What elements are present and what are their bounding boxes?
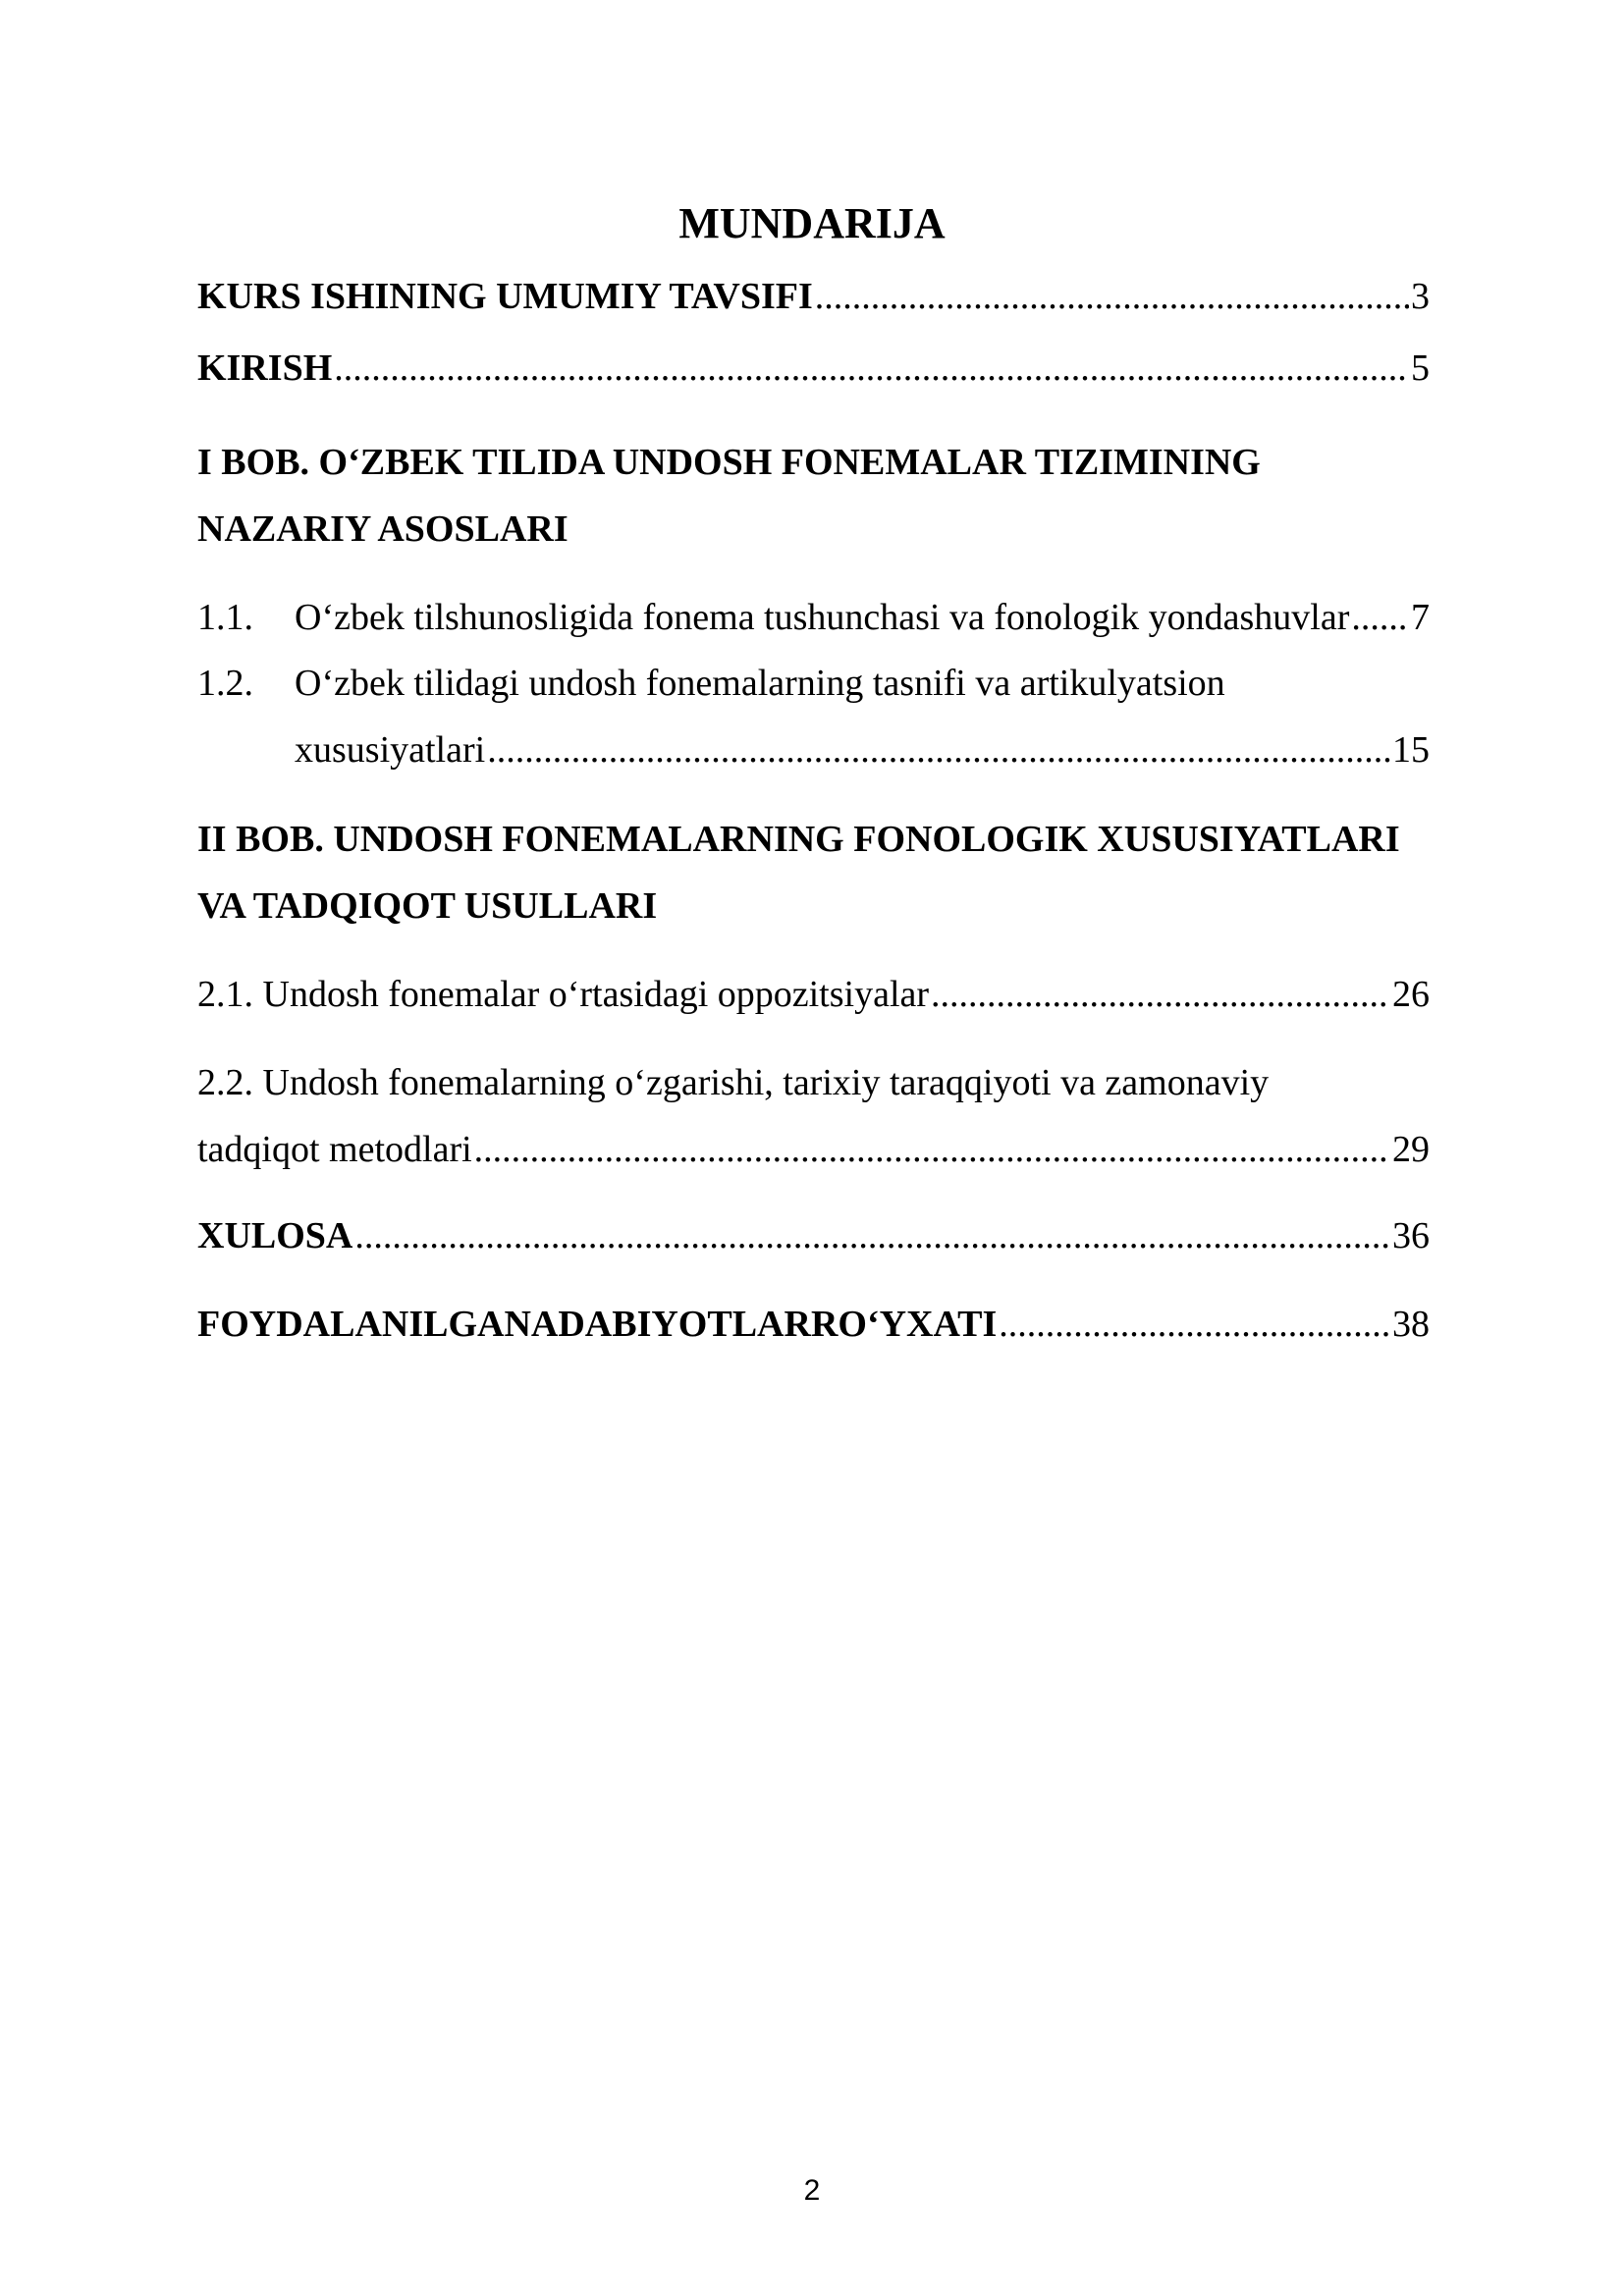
- toc-entry-1-2: [295, 725, 1430, 774]
- toc-title: MUNDARIJA: [678, 199, 946, 247]
- toc-entry-label: 2.1. Undosh fonemalar o‘rtasidagi oppozitsiyalar: [197, 974, 930, 1015]
- toc-entry-page: 26: [1392, 974, 1430, 1015]
- toc-entry-page: 38: [1392, 1304, 1430, 1345]
- toc-entry-label: KURS ISHINING UMUMIY TAVSIFI: [197, 276, 813, 317]
- toc-entry-2-2: [197, 1125, 1430, 1174]
- chapter-1-heading-line2: NAZARIY ASOSLARI: [197, 508, 568, 550]
- section-number: 1.1.: [197, 597, 253, 638]
- dot-leader: [474, 1125, 1390, 1174]
- toc-entry-1-2-line1: O‘zbek tilidagi undosh fonemalarning tasnifi va artikulyatsion: [295, 663, 1225, 704]
- toc-entry-label: KIRISH: [197, 347, 333, 389]
- toc-entry-tavsif: [197, 272, 1430, 321]
- toc-entry-2-1: [197, 970, 1430, 1019]
- toc-entry-page: 29: [1392, 1129, 1430, 1170]
- chapter-1-heading-line1: I BOB. O‘ZBEK TILIDA UNDOSH FONEMALAR TIZIMINING: [197, 442, 1261, 483]
- toc-entry-label: tadqiqot metodlari: [197, 1129, 472, 1170]
- chapter-2-heading-line2: VA TADQIQOT USULLARI: [197, 885, 658, 927]
- toc-entry-2-2-line1: 2.2. Undosh fonemalarning o‘zgarishi, tarixiy taraqqiyoti va zamonaviy: [197, 1062, 1270, 1103]
- toc-entry-label: O‘zbek tilshunosligida fonema tushunchasi va fonologik yondashuvlar: [295, 597, 1350, 638]
- dot-leader: [815, 272, 1409, 321]
- chapter-2-heading-line1: II BOB. UNDOSH FONEMALARNING FONOLOGIK XUSUSIYATLARI: [197, 819, 1400, 860]
- dot-leader: [999, 1300, 1390, 1349]
- toc-entry-page: 15: [1392, 729, 1430, 771]
- page-number: 2: [803, 2174, 821, 2207]
- dot-leader: [354, 1211, 1390, 1260]
- dot-leader: [931, 970, 1390, 1019]
- toc-entry-page: 36: [1392, 1215, 1430, 1256]
- toc-entry-label: FOYDALANILGANADABIYOTLARRO‘YXATI: [197, 1304, 998, 1345]
- toc-entry-page: 3: [1411, 276, 1430, 317]
- toc-entry-page: 5: [1411, 347, 1430, 389]
- section-number: 1.2.: [197, 663, 253, 704]
- toc-entry-adabiyotlar: [197, 1300, 1430, 1349]
- toc-entry-kirish: [197, 344, 1430, 393]
- toc-entry-xulosa: [197, 1211, 1430, 1260]
- toc-entry-1-1: [295, 593, 1430, 642]
- dot-leader: [1351, 593, 1409, 642]
- toc-entry-label: XULOSA: [197, 1215, 353, 1256]
- dot-leader: [487, 725, 1390, 774]
- toc-entry-page: 7: [1411, 597, 1430, 638]
- dot-leader: [334, 344, 1409, 393]
- toc-entry-label: xususiyatlari: [295, 729, 486, 771]
